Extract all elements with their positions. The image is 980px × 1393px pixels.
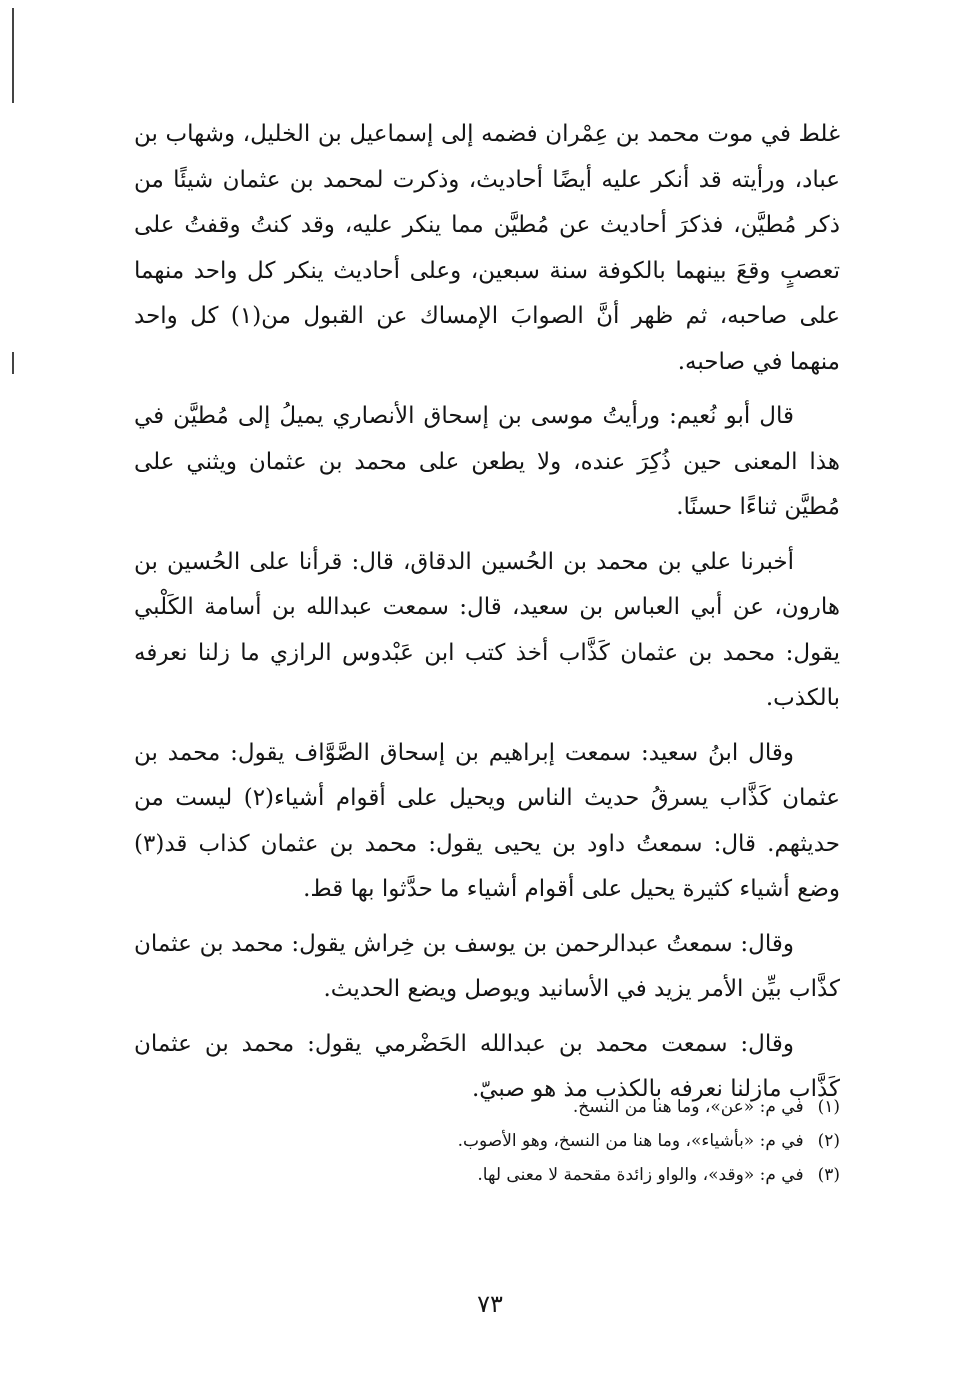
footnote-number: (٢) xyxy=(817,1131,840,1151)
footnote-text: في م: «عن»، وما هنا من النسخ. xyxy=(572,1097,804,1117)
paragraph: وقال: سمعت محمد بن عبدالله الحَضْرمي يقول: محمد بن عثمان كَذَّاب مازلنا نعرفه بالكذب مذ هو صبيّ. xyxy=(134,1030,840,1102)
footnote xyxy=(300,1090,840,1124)
main-text xyxy=(134,112,840,1122)
paragraph: غلط في موت محمد بن عِمْران فضمه إلى إسماعيل بن الخليل، وشهاب بن عباد، ورأيته قد أنكر عليه أيضًا أحاديث، وذكرت لمحمد بن عثمان شيئًا من ذكر مُطيَّن، فذكرَ أحاديث عن مُطيَّن مما ينكر عليه، وقد كنتُ وقفتُ على تعصبٍ وقعَ بينهما بالكوفة سنة سبعين، وعلى أحاديث ينكر كل واحد منهما على صاحبه، ثم ظهر أنَّ الصوابَ الإمساك عن القبول من(١) كل واحد منهما في صاحبه. xyxy=(134,121,840,375)
page-number: ٧٣ xyxy=(477,1290,503,1318)
footnote xyxy=(300,1124,840,1158)
footnote-text: في م: «وقد»، والواو زائدة مقحمة لا معنى لها. xyxy=(477,1165,804,1185)
scan-edge-line-top xyxy=(12,8,14,103)
paragraph: وقال: سمعتُ عبدالرحمن بن يوسف بن خِراش يقول: محمد بن عثمان كذَّاب بيِّن الأمر يزيد في الأسانيد ويوصل ويضع الحديث. xyxy=(134,930,840,1002)
footnote-text: في م: «بأشياء»، وما هنا من النسخ، وهو الأصوب. xyxy=(457,1131,804,1151)
scan-edge-line-mid xyxy=(12,352,14,374)
paragraph: أخبرنا علي بن محمد بن الحُسين الدقاق، قال: قرأنا على الحُسين بن هارون، عن أبي العباس بن سعيد، قال: سمعت عبدالله بن أسامة الكَلْبي يقول: محمد بن عثمان كَذَّاب أخذ كتب ابن عَبْدوس الرازي ما زلنا نعرفه بالكذب. xyxy=(134,548,840,711)
footnotes xyxy=(300,1090,840,1192)
footnote xyxy=(300,1158,840,1192)
paragraph: قال أبو نُعيم: ورأيتُ موسى بن إسحاق الأنصاري يميلُ إلى مُطيَّن في هذا المعنى حين ذُكِرَ عنده، ولا يطعن على محمد بن عثمان ويثني على مُطيَّن ثناءًا حسنًا. xyxy=(134,403,840,520)
paragraph: وقال ابنُ سعيد: سمعت إبراهيم بن إسحاق الصَّوَّاف يقول: محمد بن عثمان كَذَّاب يسرقُ حديث الناس ويحيل على أقوام أشياء(٢) ليست من حديثهم. قال: سمعتُ داود بن يحيى يقول: محمد بن عثمان كذاب قد(٣) وضع أشياء كثيرة يحيل على أقوام أشياء ما حدَّثوا بها قط. xyxy=(134,739,840,902)
footnote-number: (١) xyxy=(817,1097,840,1117)
footnote-number: (٣) xyxy=(817,1165,840,1185)
